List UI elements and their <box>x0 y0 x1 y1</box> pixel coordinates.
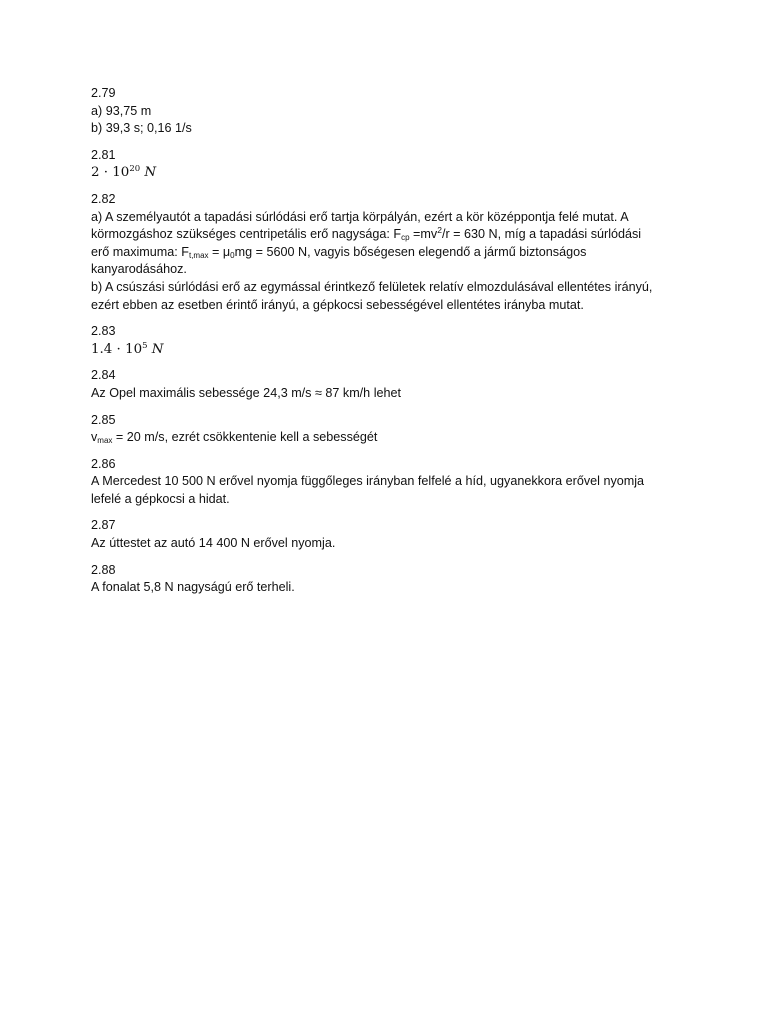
answer-number: 2.82 <box>91 191 116 206</box>
math-exponent: 20 <box>129 164 141 175</box>
answer-line <box>91 429 681 447</box>
math-base: 2 · 10 <box>91 165 130 181</box>
answer-line <box>91 226 681 244</box>
answer-line: A fonalat 5,8 N nagyságú erő terheli. <box>91 580 295 595</box>
text-segment: v <box>91 430 98 445</box>
answer-2-87 <box>91 517 681 552</box>
subscript: cp <box>401 233 410 243</box>
subscript: t,max <box>188 250 209 260</box>
text-segment: = 20 m/s, ezrét csökkentenie kell a sebességét <box>112 430 378 445</box>
answer-line: a) 93,75 m <box>91 103 152 118</box>
answer-number: 2.79 <box>91 86 116 100</box>
answer-2-84 <box>91 367 681 402</box>
answer-2-79 <box>91 85 681 138</box>
text-segment: = μ <box>208 244 231 259</box>
text-segment: mg = 5600 N, vagyis bőségesen elegendő a jármű biztonságos <box>234 244 587 259</box>
text-segment: körmozgáshoz szükséges centripetális erő nagysága: F <box>91 227 402 242</box>
math-expression <box>91 341 681 359</box>
answers-list <box>91 85 681 606</box>
answer-line: Az Opel maximális sebessége 24,3 m/s ≈ 87 km/h lehet <box>91 385 401 400</box>
answer-line: a) A személyautót a tapadási súrlódási erő tartja körpályán, ezért a kör középpontja felé mutat. A <box>91 209 629 224</box>
answer-line: ezért ebben az esetben érintő irányú, a gépkocsi sebességével ellentétes irányba mutat. <box>91 297 584 312</box>
answer-2-86 <box>91 456 681 509</box>
subscript: max <box>97 436 113 446</box>
answer-number: 2.85 <box>91 412 116 427</box>
answer-2-88 <box>91 562 681 597</box>
answer-number: 2.87 <box>91 518 116 533</box>
answer-line: b) A csúszási súrlódási erő az egymással érintkező felületek relatív elmozdulásával ellentétes irányú, <box>91 279 653 294</box>
text-segment: erő maximuma: F <box>91 244 189 259</box>
answer-line: b) 39,3 s; 0,16 1/s <box>91 121 192 136</box>
answer-number: 2.81 <box>91 147 116 162</box>
answer-2-81 <box>91 147 681 182</box>
answer-line <box>91 244 681 262</box>
answer-number: 2.83 <box>91 324 116 339</box>
math-unit: N <box>151 341 164 357</box>
math-unit: N <box>144 165 157 181</box>
answer-2-85 <box>91 412 681 447</box>
math-expression <box>91 164 681 182</box>
subscript: 0 <box>230 250 235 260</box>
math-exponent: 5 <box>142 340 148 351</box>
text-segment: =mv <box>409 227 438 242</box>
answer-number: 2.84 <box>91 368 116 383</box>
math-base: 1.4 · 10 <box>91 341 143 357</box>
text-segment: /r = 630 N, míg a tapadási súrlódási <box>441 227 642 242</box>
answer-number: 2.86 <box>91 456 116 471</box>
answer-line: A Mercedest 10 500 N erővel nyomja függőleges irányban felfelé a híd, ugyanekkora erővel nyomja <box>91 474 645 489</box>
answer-line: lefelé a gépkocsi a hidat. <box>91 491 230 506</box>
answer-number: 2.88 <box>91 562 116 577</box>
answer-line: kanyarodásához. <box>91 262 187 277</box>
superscript: 2 <box>437 225 442 236</box>
answer-2-82 <box>91 191 681 314</box>
answer-2-83 <box>91 323 681 358</box>
answer-line: Az úttestet az autó 14 400 N erővel nyomja. <box>91 536 336 551</box>
